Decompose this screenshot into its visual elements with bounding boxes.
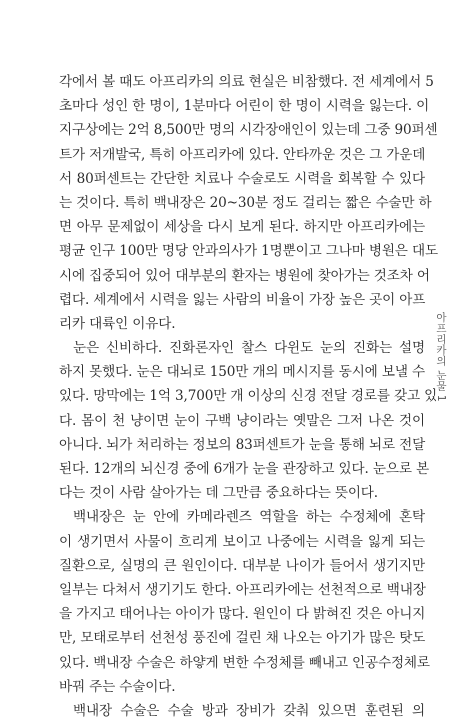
text-line: 시에 집중되어 있어 대부분의 환자는 병원에 찾아가는 것조차 어 xyxy=(59,267,430,284)
text-line: 이 생기면서 사물이 흐리게 보이고 나중에는 시력을 잃게 되는 xyxy=(59,533,425,550)
text-line: 만, 모태로부터 선천성 풍진에 걸린 채 나오는 아기가 많은 탓도 xyxy=(59,630,426,647)
text-line: 질환으로, 실명의 큰 원인이다. 대부분 나이가 들어서 생기지만 xyxy=(59,557,425,574)
text-line: 다는 것이 사람 살아가는 데 그만큼 중요하다는 뜻이다. xyxy=(59,485,378,502)
text-line: 지구상에는 2억 8,500만 명의 시각장애인이 있는데 그중 90퍼센 xyxy=(59,122,438,139)
text-line: 있다. 망막에는 1억 3,700만 개 이상의 신경 전달 경로를 갖고 있 xyxy=(59,388,438,405)
text-line: 면 아무 문제없이 세상을 다시 보게 된다. 하지만 아프리카에는 xyxy=(59,219,425,236)
running-head: 아프리카의 눈물 1 xyxy=(435,312,447,402)
page-body xyxy=(59,70,438,723)
text-line: 된다. 12개의 뇌신경 중에 6개가 눈을 관장하고 있다. 눈으로 본 xyxy=(59,461,429,477)
text-line: 각에서 볼 때도 아프리카의 의료 현실은 비참했다. 전 세계에서 5 xyxy=(59,74,434,90)
text-line: 바꿔 주는 수술이다. xyxy=(59,678,176,695)
text-line: 있다. 백내장 수술은 하얗게 변한 수정체를 빼내고 인공수정체로 xyxy=(59,654,430,671)
text-line: 눈은 신비하다. 진화론자인 찰스 다윈도 눈의 진화는 설명 xyxy=(73,340,425,357)
text-line: 렵다. 세계에서 시력을 잃는 사람의 비율이 가장 높은 곳이 아프 xyxy=(59,291,426,308)
text-line: 백내장은 눈 안에 카메라렌즈 역할을 하는 수정체에 혼탁 xyxy=(73,509,425,526)
text-line: 서 80퍼센트는 간단한 치료나 수술로도 시력을 회복할 수 있다 xyxy=(59,170,425,187)
text-line: 다. 몸이 천 냥이면 눈이 구백 냥이라는 옛말은 그저 나온 것이 xyxy=(59,412,426,429)
text-line: 아니다. 뇌가 처리하는 정보의 83퍼센트가 눈을 통해 뇌로 전달 xyxy=(59,436,426,453)
text-line: 초마다 성인 한 명이, 1분마다 어린이 한 명이 시력을 잃는다. 이 xyxy=(59,98,430,115)
text-line: 하지 못했다. 눈은 대뇌로 150만 개의 메시지를 동시에 보낼 수 xyxy=(59,364,425,381)
text-line: 백내장 수술은 수술 방과 장비가 갖춰 있으면 훈련된 의 xyxy=(73,702,425,719)
text-line: 을 가지고 태어나는 아이가 많다. 원인이 다 밝혀진 것은 아니지 xyxy=(59,606,426,623)
text-line: 평균 인구 100만 명당 안과의사가 1명뿐이고 그나마 병원은 대도 xyxy=(59,243,438,260)
text-line: 리카 대륙인 이유다. xyxy=(59,315,176,332)
text-line: 트가 저개발국, 특히 아프리카에 있다. 안타까운 것은 그 가운데 xyxy=(59,146,426,163)
text-line: 일부는 다쳐서 생기기도 한다. 아프리카에는 선천적으로 백내장 xyxy=(59,581,426,598)
text-line: 는 것이다. 특히 백내장은 20~30분 정도 걸리는 짧은 수술만 하 xyxy=(59,194,432,211)
